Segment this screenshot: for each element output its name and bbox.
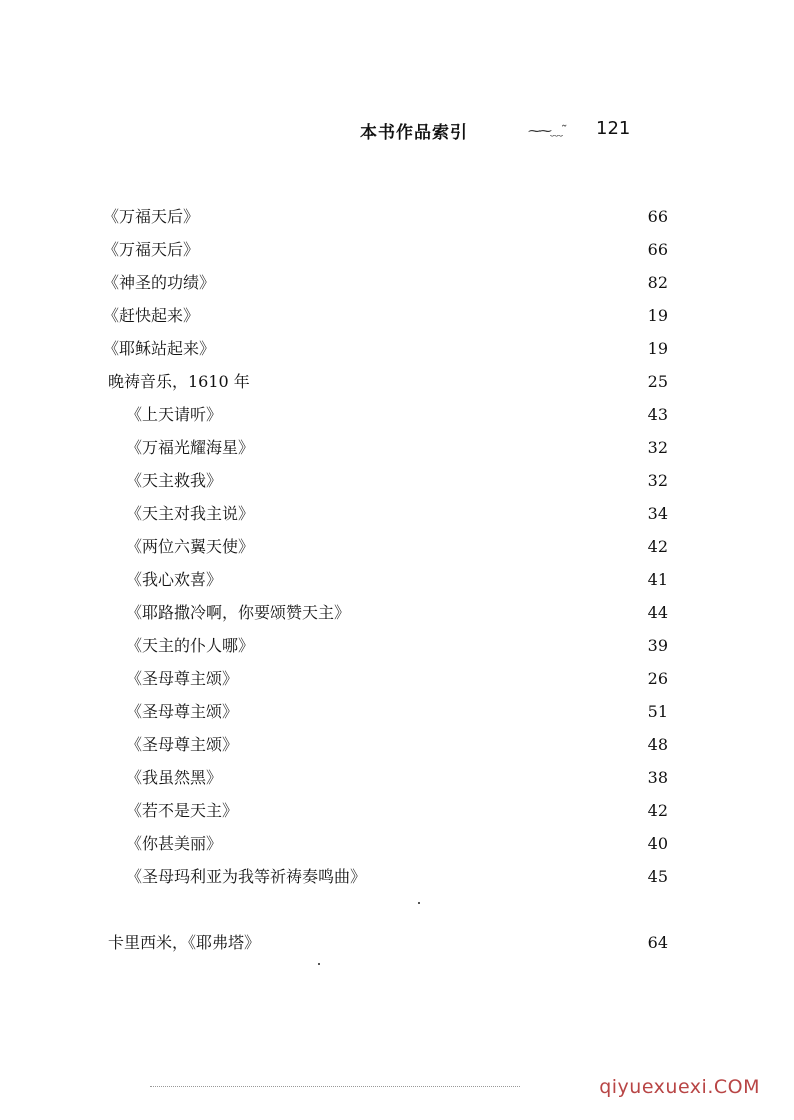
entry-page-number: 41 [647,570,668,589]
entry-page-number: 39 [647,636,668,655]
entry-title: 《若不是天主》 [126,801,239,820]
entry-page-number: 82 [647,273,668,292]
page-number: 121 [596,118,631,139]
entry-title: 晚祷音乐，1610 年 [108,372,250,391]
entry-page-number: 38 [647,768,668,787]
entry-title: 《天主对我主说》 [126,504,255,523]
index-entry [0,764,794,792]
entry-title: 《圣母尊主颂》 [126,669,239,688]
index-entry [0,203,794,231]
entry-page-number: 42 [647,537,668,556]
entry-page-number: 66 [647,207,668,226]
entry-page-number: 48 [647,735,668,754]
index-entry [0,698,794,726]
entry-title: 《天主救我》 [126,471,223,490]
entry-title: 《万福天后》 [103,207,200,226]
scan-speck [418,902,420,904]
entry-page-number: 32 [647,471,668,490]
index-entry [0,533,794,561]
index-entry [0,599,794,627]
entry-title: 《天主的仆人哪》 [126,636,255,655]
entry-title: 《圣母玛利亚为我等祈祷奏鸣曲》 [126,867,367,886]
index-entry [0,929,794,957]
entry-page-number: 45 [647,867,668,886]
entry-title: 《两位六翼天使》 [126,537,255,556]
index-entry [0,467,794,495]
entry-title: 《你甚美丽》 [126,834,223,853]
ornament-icon: ⁓⁓﹏˜ [528,124,566,139]
index-entry [0,632,794,660]
entry-page-number: 40 [647,834,668,853]
entry-page-number: 51 [647,702,668,721]
entry-page-number: 26 [647,669,668,688]
index-entry [0,401,794,429]
index-entry [0,434,794,462]
entry-title: 《上天请听》 [126,405,223,424]
entry-title: 《万福天后》 [103,240,200,259]
entry-title: 卡里西米，《耶弗塔》 [108,933,261,952]
entry-title: 《圣母尊主颂》 [126,702,239,721]
entry-page-number: 42 [647,801,668,820]
page-header [360,116,660,146]
site-watermark: qiyuexuexi.COM [599,1076,760,1098]
entry-page-number: 19 [647,306,668,325]
index-entry [0,797,794,825]
entry-title: 《圣母尊主颂》 [126,735,239,754]
index-entry [0,335,794,363]
running-head-title: 本书作品索引 [360,123,468,143]
entry-page-number: 43 [647,405,668,424]
entry-title: 《耶路撒冷啊，你要颂赞天主》 [126,603,351,622]
entry-page-number: 64 [647,933,668,952]
index-entry [0,830,794,858]
entry-page-number: 66 [647,240,668,259]
index-entry [0,500,794,528]
scan-speck [318,963,320,965]
index-entry [0,302,794,330]
entry-title: 《神圣的功绩》 [103,273,216,292]
index-entry [0,863,794,891]
index-entry [0,236,794,264]
index-entry [0,665,794,693]
entry-title: 《万福光耀海星》 [126,438,255,457]
entry-title: 《赶快起来》 [103,306,200,325]
entry-page-number: 32 [647,438,668,457]
index-entry [0,368,794,396]
index-entry [0,731,794,759]
entry-title: 《耶稣站起来》 [103,339,216,358]
scan-noise-line [150,1086,520,1089]
index-entry [0,269,794,297]
entry-title: 《我虽然黑》 [126,768,223,787]
entry-page-number: 34 [647,504,668,523]
entry-page-number: 19 [647,339,668,358]
index-entry [0,566,794,594]
entry-page-number: 25 [647,372,668,391]
entry-title: 《我心欢喜》 [126,570,223,589]
entry-page-number: 44 [647,603,668,622]
